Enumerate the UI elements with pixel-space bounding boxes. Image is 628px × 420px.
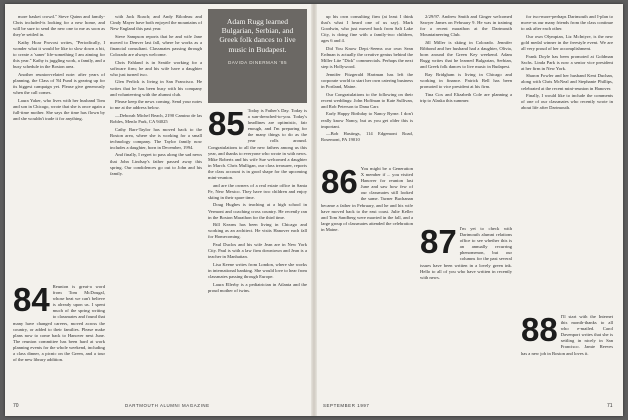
paragraph: Glen Perlick is living in San Francisco. He writes that he has been busy with his company and volunteering with the alumni club.: [110, 79, 202, 97]
paragraph: Laura Yaker, who lives with her husband Tom and son in Chicago, wrote that she is once again a full-time mother. She says the time has flown by and she wouldn't trade it for anything.: [13, 97, 105, 121]
paragraph: Please keep the news coming. Send your notes to me at the address below.: [110, 99, 202, 111]
class-year-numeral: 88: [521, 311, 558, 348]
right-page: [315, 4, 623, 416]
page-number: 71: [607, 403, 613, 409]
paragraph: Our own Olympian, Liz McIntyre, is the new gold medal winner in the freestyle event. We are all very proud of her accomplishment.: [521, 33, 613, 51]
right-column-3: [521, 14, 613, 390]
paragraph: Jill Miller is skiing in Colorado. Jennifer Ribbond and her husband had a daughter, Olivia, born around the Green Key weekend. Adam Rugg writes that he learned Bulgarian, Serbian, and Greek folk dances to live music in Budapest.: [420, 39, 512, 70]
class-87-section: [420, 223, 512, 282]
left-page: [5, 4, 313, 416]
paragraph: Jennifer Fitzgerald Hartman has left the corporate world to start her own catering business in Portland, Maine.: [321, 71, 413, 90]
class-88-section: [521, 311, 613, 358]
paragraph: Finally, I would like to include the comments of one of our classmates who recently wrote in about life after Dartmouth.: [521, 93, 613, 111]
paragraph: Today is Father's Day. Today is a sun-drenched-to-you. Today's headlines are optimistic, fair enough, and I'm preparing for the many things to do as the year rolls around. Congratulations to all the new fathers among us this year, and thanks to everyone who wrote in with news. Mike Roberts and his wife Sue welcomed a daughter in March. Chris Mulligan, our class treasurer, reports the class account is in good shape for the upcoming mini-reunion.: [208, 108, 307, 181]
paragraph: Our Congratulations to the following on their recent weddings: John Hoffman to Kate Sullivan, and Rob Peterson to Dana Carr.: [321, 91, 413, 109]
running-footer: DARTMOUTH ALUMNI MAGAZINE: [125, 403, 210, 408]
paragraph: more basket crowd." Steve Quinn and family-Chris included-is looking for a new home, and will be sure to send the new one to me as soon as they're settled in.: [13, 14, 105, 38]
paragraph: Laura Ellerby is a pediatrician in Atlanta and the proud mother of twins.: [208, 281, 307, 293]
paragraph: Sharon Fowler and her husband Kent Duchan, along with Chris McNeal and Stephanie Phillips, celebrated at the recent mini-reunion in Hanover.: [521, 73, 613, 91]
paragraph: with Jack Roach; and Andy Bilodeau and Cindy Mayer have both enjoyed the mountains of New England this past year.: [110, 14, 202, 32]
magazine-spread: [5, 4, 623, 416]
paragraph: Did You Know Dept.-Seems our own Sean Erdman is actually the creative genius behind the Miller Lite "Dick" commercials. Perhaps the next step is Hollywood.: [321, 45, 413, 70]
paragraph: Doug Hughes is teaching at a high school in Vermont and coaching cross country. He recently ran in the Boston Marathon for the third time.: [208, 202, 307, 220]
right-column-2: [420, 14, 512, 390]
running-footer: SEPTEMBER 1997: [323, 403, 370, 408]
paragraph: Reunion is great-a word from Tom McDougal, whose beat we can't believe is already upon us. I spent much of the spring writing to classmates and found that many have changed careers, moved across the country, or added to their families. Please make plans now to come back to Hanover next June. The reunion committee has been hard at work planning events for the whole weekend, including a class dinner, a picnic on the Green, and a tour of the new library addition.: [13, 284, 105, 363]
paragraph: 2/29/97. Andrew Smith and Ginger welcomed Sawyer James on February 9. He was in training for a recent marathon at the Dartmouth Mountaineering Club.: [420, 14, 512, 38]
left-column-3: [208, 108, 307, 390]
right-column-1: [321, 14, 413, 390]
pull-quote-box: [208, 9, 307, 103]
class-84-section: [13, 281, 105, 365]
left-column-2: [110, 14, 202, 390]
class-year-numeral: 87: [420, 223, 457, 260]
paragraph: I'm yet to check with Dartmouth alumni relations office to see whether this is an annually recurring phenomenon, but our columns for the past several issues have been written in a lovely green ink. Hello to all of you who have written in recently with news.: [420, 226, 512, 280]
class-year-numeral: 86: [321, 163, 358, 200]
paragraph: and are the owners of a real estate office in Santa Fe, New Mexico. They have two children and enjoy skiing in their spare time.: [208, 182, 307, 200]
paragraph: up his own consulting firm (at least I think that's what I heard one of us say). Mark Goodwin, who just moved back from Salt Lake City, is doing fine with a family-two children, ages 6 and 4.: [321, 14, 413, 44]
pull-quote-attribution: DAVIDA DINERMAN '85: [227, 59, 288, 65]
paragraph: Another reunion-related note: after years of planning, the Class of '84 Fund is gearing up for its biggest campaign yet. Please give generously when the call comes.: [13, 71, 105, 96]
paragraph: Chris Fahland is in Seattle working for a software firm; he and his wife have a daughter who just turned two.: [110, 59, 202, 77]
paragraph: I'll start with the Internet this month-thanks to all who e-mailed. Carol Davenport writes that she is settling in nicely in San Francisco. Jamie Reeves has a new job in Boston and loves it.: [521, 314, 613, 356]
paragraph: And finally, I regret to pass along the sad news that John Lindsay's father passed away this spring. Our condolences go out to John and his family.: [110, 152, 202, 176]
paragraph: Tina Cox and Elizabeth Cole are planning a trip to Alaska this summer.: [420, 91, 512, 103]
paragraph: Early Happy Birthday to Nancy Byrne. I don't really know Nancy, but as you get older this is important.: [321, 111, 413, 129]
paragraph: Bill Kearns has been living in Chicago and working as an architect. He visits Hanover each fall for Homecoming.: [208, 222, 307, 240]
pull-quote-text: Adam Rugg learned Bulgarian, Serbian, and Greek folk dances to live music in Budapest.: [219, 17, 296, 54]
paragraph: Lisa Keene writes from London, where she works in international banking. She would love to hear from classmates passing through Europe.: [208, 261, 307, 279]
signature: —Deborah Michel Beach, 2190 Camino de las Robles, Menlo Park, CA 94025: [110, 112, 202, 124]
class-year-numeral: 84: [13, 281, 50, 318]
left-column-1: [13, 14, 105, 390]
signature: —Bob Hastings, 114 Edgemont Road, Rosemont, PA 19010: [321, 131, 413, 143]
page-number: 70: [13, 403, 19, 409]
class-85-section: [208, 108, 307, 181]
paragraph: You might be a Generation X member if ... you visited Hanover for reunion last June and saw how few of our classmates still looked the same. Turner Buchanan became a father in February, and he and his wife have moved back to the east coast. Julie Keller and Tom Sandberg were married in the fall, and a large group of classmates attended the celebration in Maine.: [321, 166, 413, 232]
paragraph: Steve Sampson reports that he and wife Jane moved to Denver last fall, where he works as a financial consultant. Classmates passing through Colorado are always welcome.: [110, 33, 202, 58]
class-year-numeral: 85: [208, 108, 245, 142]
paragraph: Kathy Hoar Provost writes, "Periodically, I wonder what it would be like to slow down a bit, to create a 'saner' life-something I am aiming for this year." Kathy is juggling work, a family, and a busy schedule in the Boston area.: [13, 39, 105, 70]
paragraph: Frank Doyle has been promoted at Goldman Sachs. Linda Park is now a senior vice president at her firm in New York.: [521, 53, 613, 71]
paragraph: Ray Bridgham is living in Chicago and working in finance. Patrick Bell has been promoted to vice president at his firm.: [420, 71, 512, 90]
paragraph: Paul Duclos and his wife Jean are in New York City. Paul is with a law firm downtown and Jean is a teacher in Manhattan.: [208, 241, 307, 260]
paragraph: Cathy Barr-Taylor has moved back to the Boston area, where she is working for a small technology company. The Taylor family now includes a daughter, born in December, 1994.: [110, 126, 202, 150]
class-86-section: [321, 163, 413, 235]
paragraph: for two-more-perhaps Dartmouth and I-plan to move-as our many friends from the class continue to ask after each other.: [521, 14, 613, 32]
